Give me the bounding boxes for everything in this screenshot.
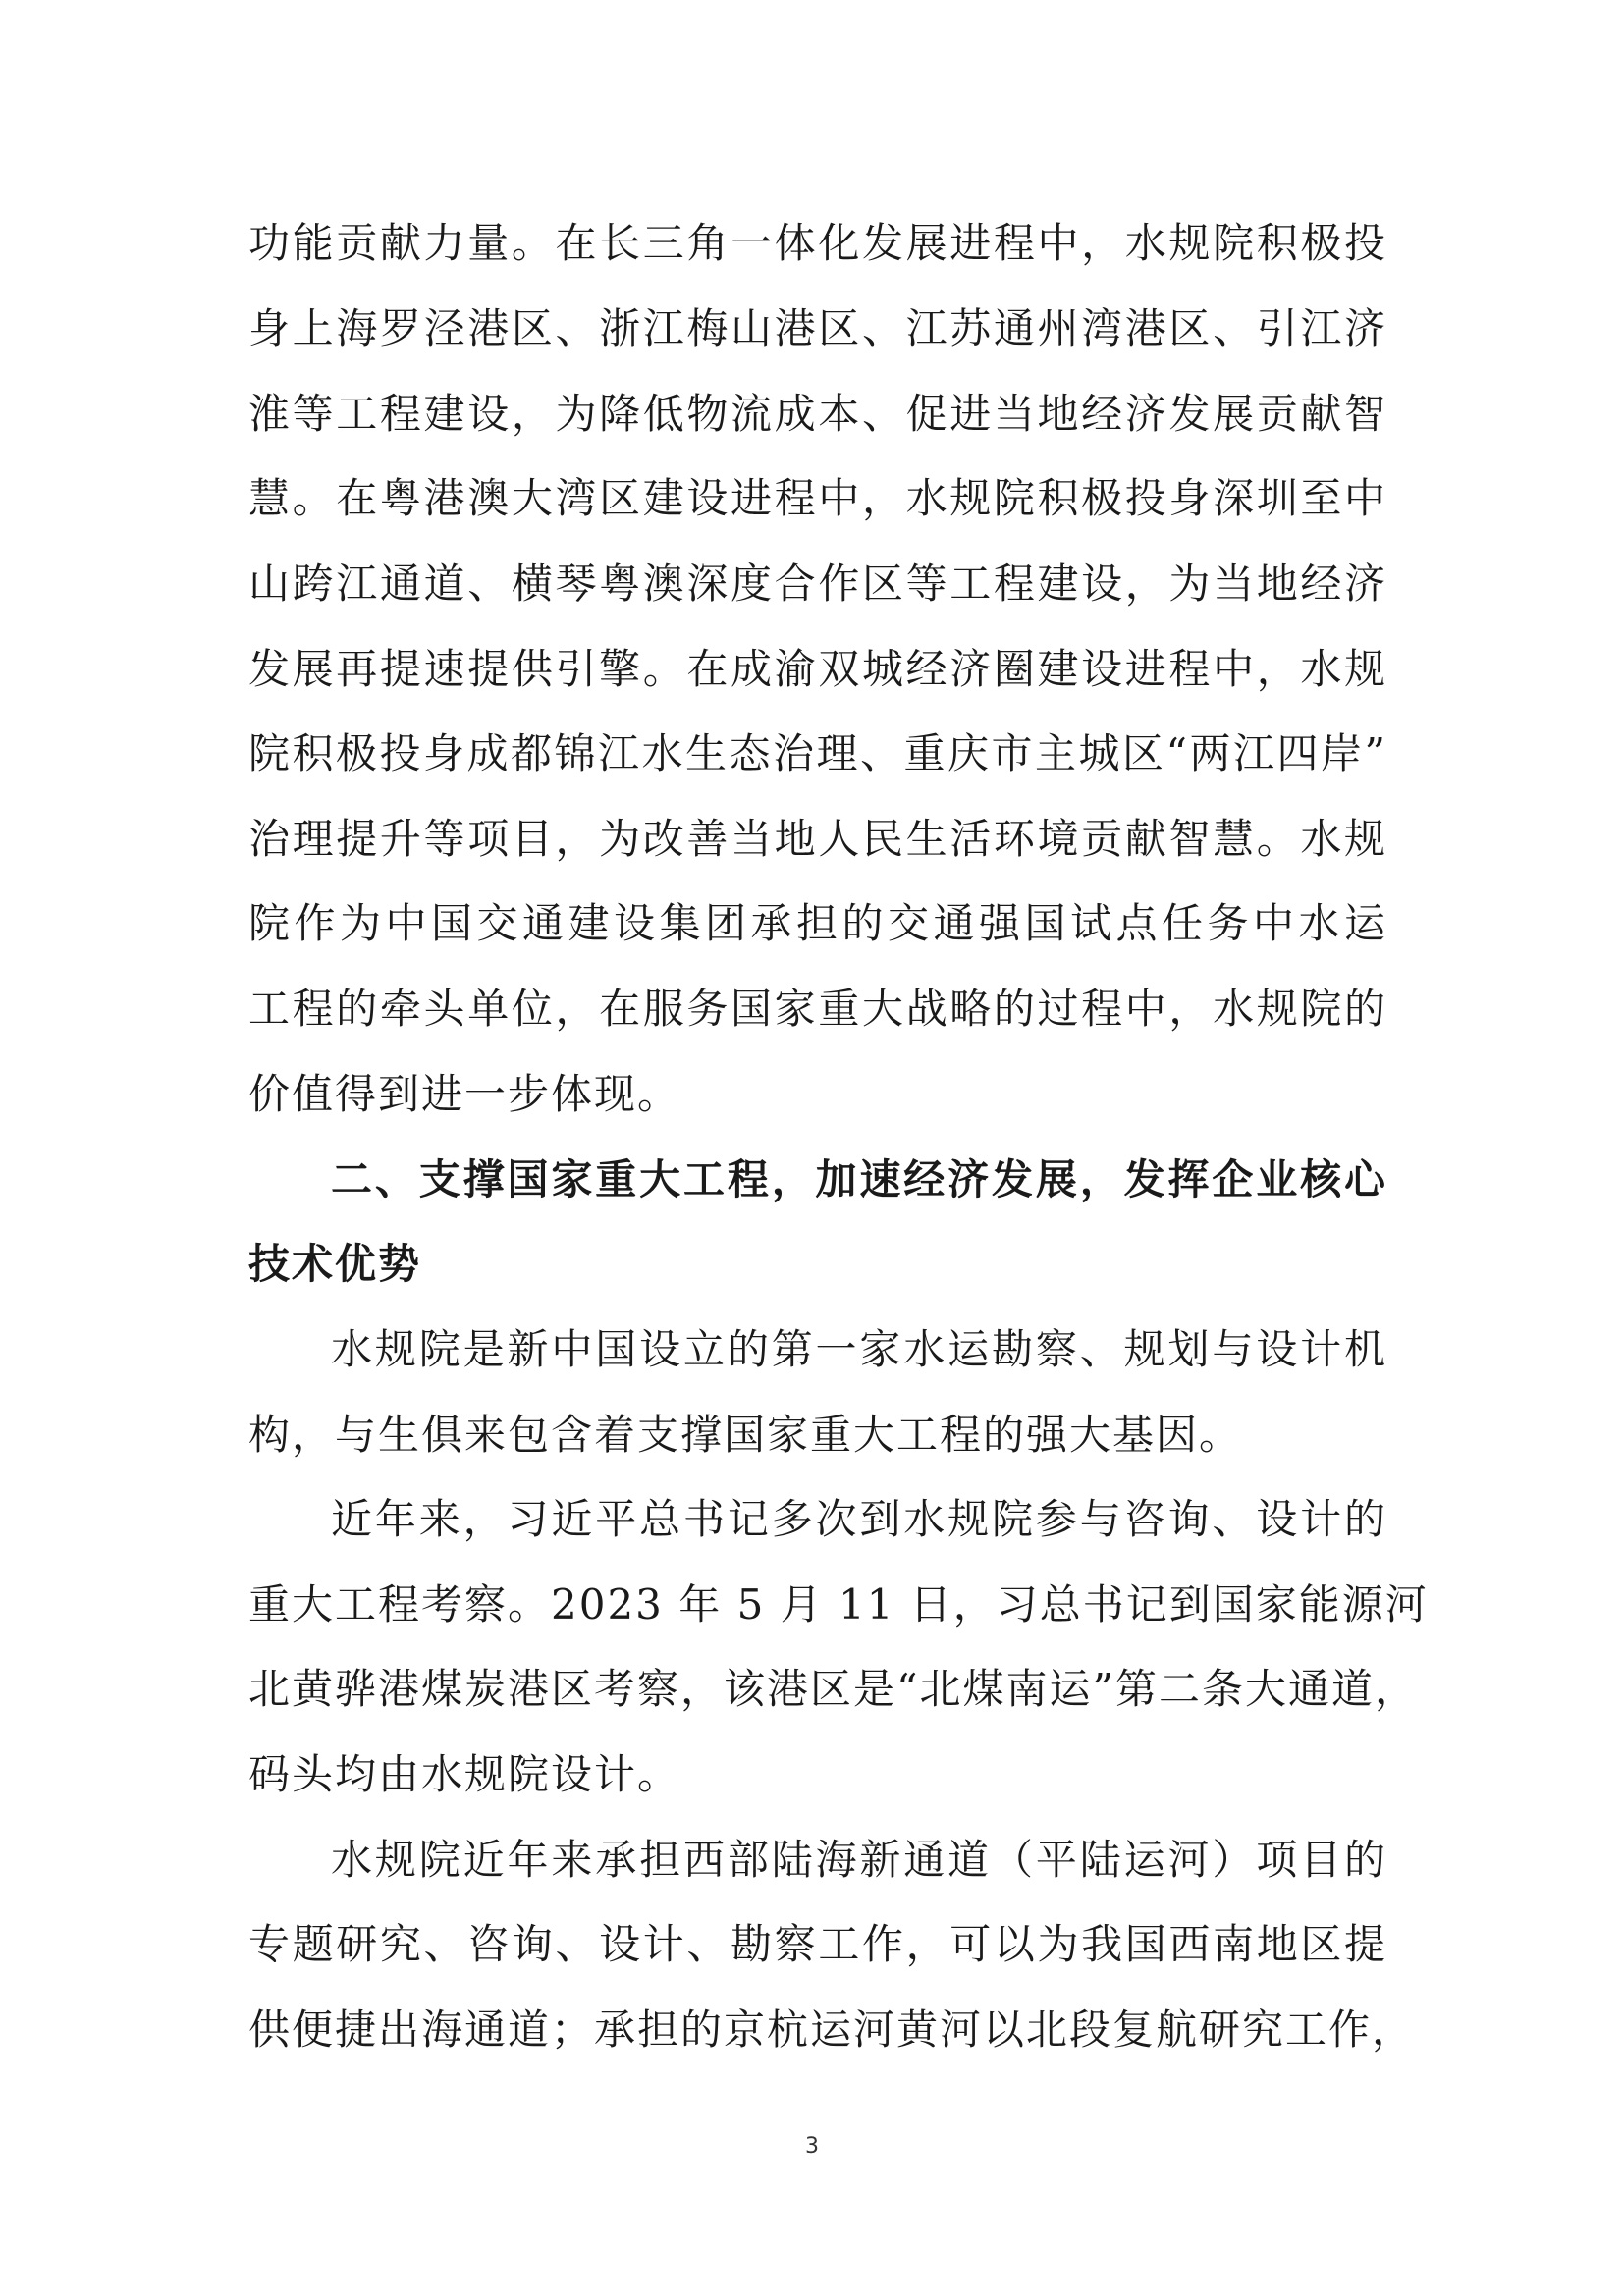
paragraph-line: 水规院是新中国设立的第一家水运勘察、规划与设计机	[331, 1325, 1387, 1373]
section-heading: 技术优势	[248, 1240, 422, 1288]
paragraph-line: 价值得到进一步体现。	[248, 1070, 681, 1118]
paragraph-line: 供便捷出海通道；承担的京杭运河黄河以北段复航研究工作，	[248, 2005, 1416, 2054]
paragraph-line: 重大工程考察。2023 年 5 月 11 日，习总书记到国家能源河	[248, 1580, 1429, 1629]
paragraph-line: 发展再提速提供引擎。在成渝双城经济圈建设进程中，水规	[248, 645, 1387, 693]
paragraph-line: 北黄骅港煤炭港区考察，该港区是“北煤南运”第二条大通道，	[248, 1665, 1418, 1713]
paragraph-line: 码头均由水规院设计。	[248, 1750, 681, 1798]
section-heading: 二、支撑国家重大工程，加速经济发展，发挥企业核心	[331, 1155, 1387, 1203]
paragraph-line: 工程的牵头单位，在服务国家重大战略的过程中，水规院的	[248, 985, 1387, 1033]
page-number: 3	[805, 2134, 819, 2159]
paragraph-line: 淮等工程建设，为降低物流成本、促进当地经济发展贡献智	[248, 390, 1387, 438]
paragraph-line: 院作为中国交通建设集团承担的交通强国试点任务中水运	[248, 899, 1387, 947]
paragraph-line: 水规院近年来承担西部陆海新通道（平陆运河）项目的	[331, 1836, 1387, 1884]
paragraph-line: 身上海罗泾港区、浙江梅山港区、江苏通州湾港区、引江济	[248, 304, 1387, 352]
paragraph-line: 专题研究、咨询、设计、勘察工作，可以为我国西南地区提	[248, 1920, 1387, 1968]
paragraph-line: 功能贡献力量。在长三角一体化发展进程中，水规院积极投	[248, 219, 1387, 267]
paragraph-line: 慧。在粤港澳大湾区建设进程中，水规院积极投身深圳至中	[248, 474, 1387, 522]
paragraph-line: 治理提升等项目，为改善当地人民生活环境贡献智慧。水规	[248, 815, 1387, 863]
paragraph-line: 院积极投身成都锦江水生态治理、重庆市主城区“两江四岸”	[248, 729, 1387, 777]
paragraph-line: 近年来，习近平总书记多次到水规院参与咨询、设计的	[331, 1495, 1387, 1543]
paragraph-line: 山跨江通道、横琴粤澳深度合作区等工程建设，为当地经济	[248, 560, 1387, 608]
paragraph-line: 构，与生俱来包含着支撑国家重大工程的强大基因。	[248, 1411, 1243, 1459]
